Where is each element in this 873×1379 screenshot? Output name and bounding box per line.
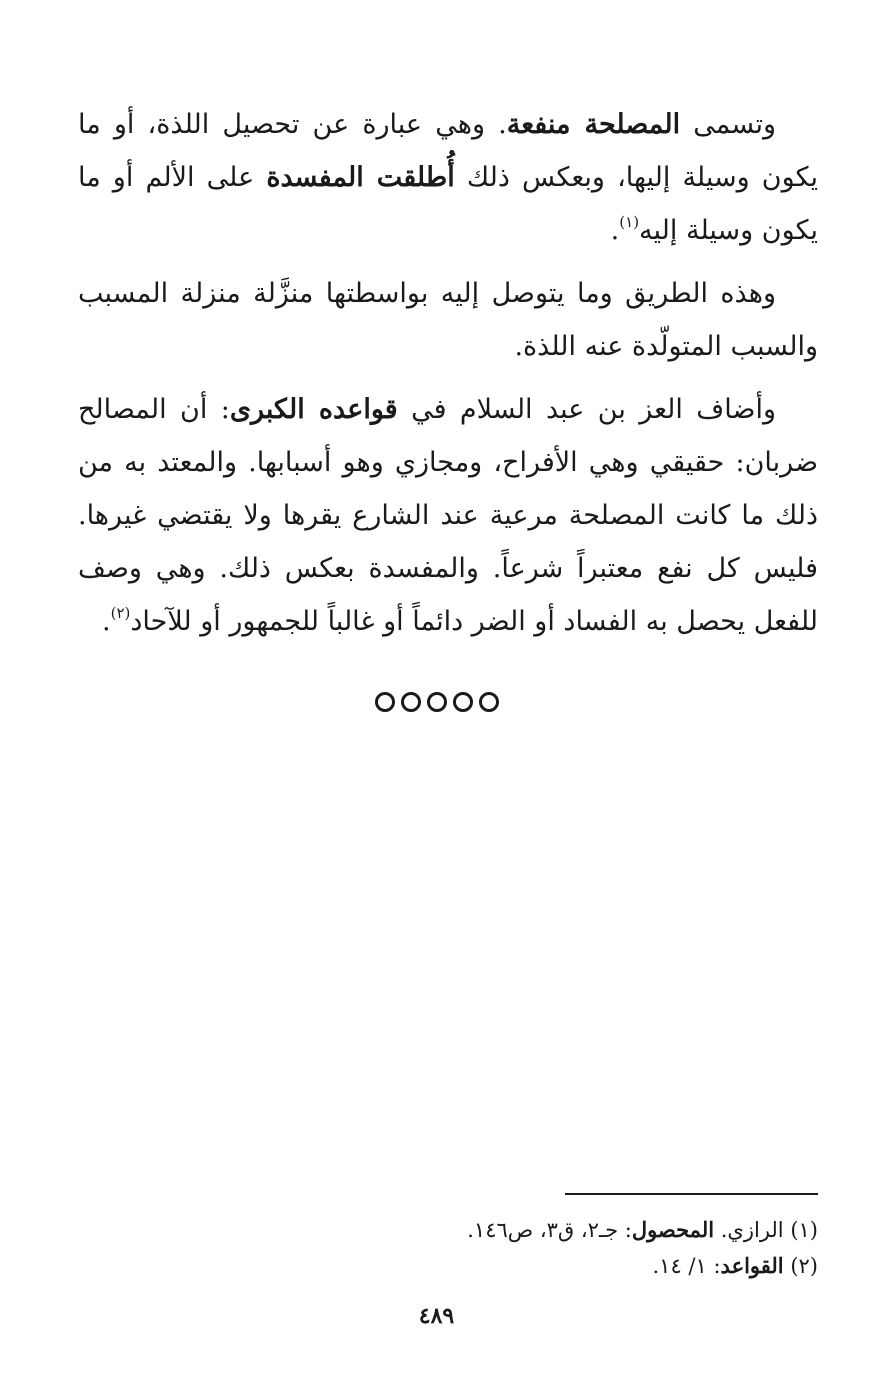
footnote — [78, 1248, 818, 1284]
text-run: وتسمى — [680, 109, 777, 140]
footnote-marker: (١) — [619, 213, 640, 231]
text-run: : أن المصالح ضربان: حقيقي وهي الأفراح، ومجازي وهو أسبابها. والمعتد به من ذلك ما كانت المصلحة مرعية عند الشارع يقرها ولا يقتضي غيرها. فليس كل نفع معتبراً شرعاً. والمفسدة بعكس ذلك. وهي وصف للفعل يحصل به الفساد أو الضر دائماً أو غالباً للجمهور أو للآحاد — [78, 394, 819, 637]
text-run: وأضاف العز بن عبد السلام في — [397, 394, 776, 425]
page-number: ٤٨٩ — [418, 1303, 455, 1329]
text-run: . — [610, 215, 620, 246]
bold-term: قواعده الكبرى — [229, 394, 398, 425]
text-run: . — [102, 606, 111, 637]
bold-term: المصلحة منفعة — [506, 109, 681, 140]
bold-term: أُطلقت المفسدة — [266, 162, 455, 193]
section-separator — [0, 692, 873, 716]
footnotes — [78, 1212, 818, 1284]
footnote-rule — [565, 1193, 818, 1195]
body-text — [78, 98, 818, 658]
text-run: وهذه الطريق وما يتوصل إليه بواسطتها منزَّلة منزلة المسبب والسبب المتولّدة عنه اللذة. — [78, 278, 818, 362]
text-run: : ١/ ١٤. — [652, 1254, 721, 1278]
footnote — [78, 1212, 818, 1248]
separator-ring-icon — [375, 692, 395, 712]
separator-ring-icon — [401, 692, 421, 712]
separator-ring-icon — [427, 692, 447, 712]
text-run: على الألم أو ما يكون وسيلة إليه — [78, 162, 818, 246]
separator-ring-icon — [479, 692, 499, 712]
text-run: : جـ٢، ق٣، ص١٤٦. — [467, 1218, 632, 1242]
text-run: (١) الرازي. — [714, 1218, 818, 1242]
paragraph — [78, 267, 818, 373]
bold-term: المحصول — [631, 1217, 715, 1242]
separator-ring-icon — [453, 692, 473, 712]
bold-term: القواعد — [720, 1253, 784, 1278]
paragraph — [78, 98, 818, 257]
text-run: . وهي عبارة عن تحصيل اللذة، أو ما يكون وسيلة إليها، وبعكس ذلك — [78, 109, 818, 193]
text-run: (٢) — [783, 1254, 818, 1278]
footnote-marker: (٢) — [110, 604, 131, 622]
paragraph — [78, 383, 818, 648]
